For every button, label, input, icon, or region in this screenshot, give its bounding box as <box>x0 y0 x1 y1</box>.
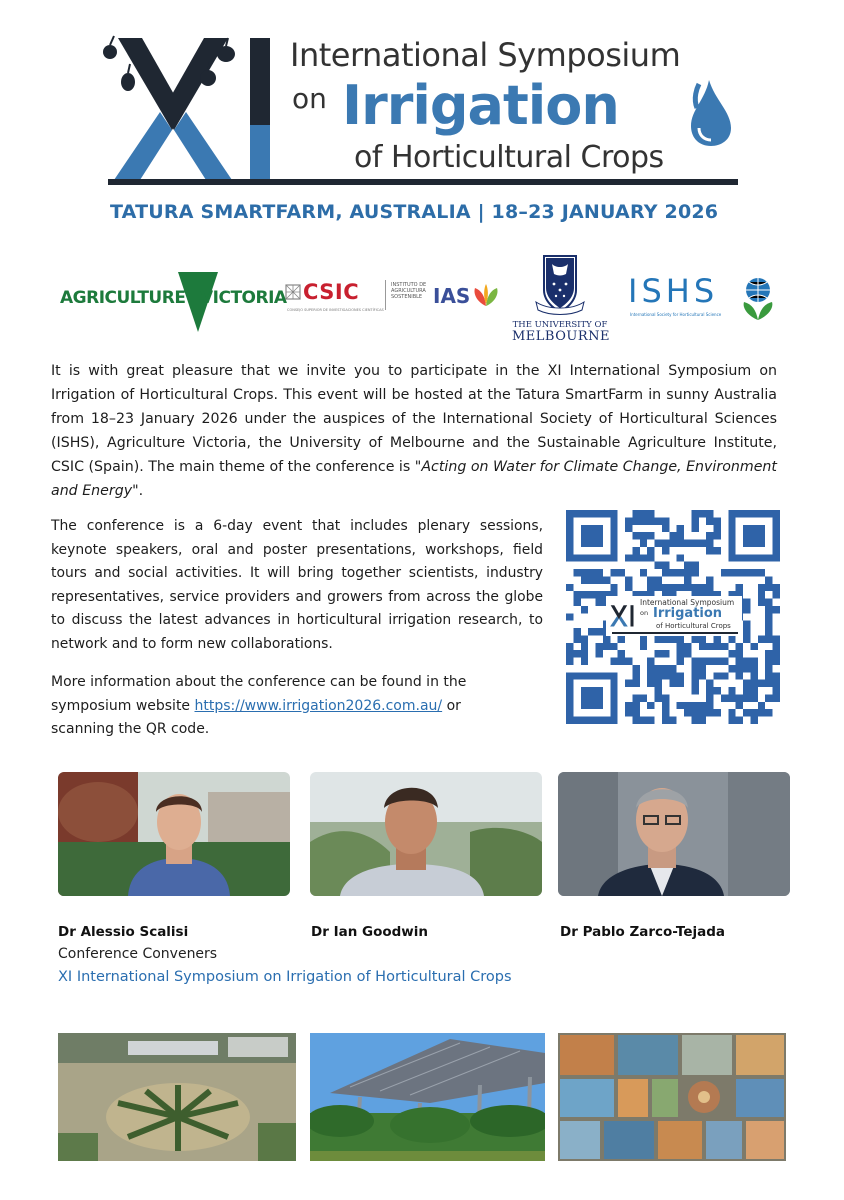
qr-logo-irrigation: Irrigation <box>653 606 723 621</box>
qr-logo-line1: International Symposium <box>640 598 735 607</box>
logo-title-line1: International Symposium <box>290 36 681 74</box>
details-paragraph: The conference is a 6-day event that includes plenary sessions, keynote speakers, oral and poster presentations, workshops, field tours and social activities. It will bring together scientists, industry representatives, service providers and growers from across the globe to discuss the latest advances in horticultural irrigation research, to network and to form new collaborations. <box>51 518 543 652</box>
more-info-text: More information about the conference can be found in the symposium website <box>51 674 467 714</box>
symposium-website-link[interactable]: https://www.irrigation2026.com.au/ <box>194 697 443 714</box>
xi-emblem-icon <box>100 30 300 190</box>
melbourne-line1: THE UNIVERSITY OF <box>512 320 608 330</box>
photo-satellite-thermal <box>558 1033 786 1161</box>
csic-ias-logo <box>285 278 505 318</box>
more-info-paragraph <box>51 671 521 742</box>
logo-title-line3: of Horticultural Crops <box>354 140 664 175</box>
qr-logo-on: on <box>640 609 649 617</box>
symposium-logo <box>100 30 750 190</box>
ishs-subtitle: International Society for Horticultural Science <box>630 312 722 317</box>
victoria-text: VICTORIA <box>200 288 287 308</box>
conference-theme: Acting on Water for Climate Change, Environment and Energy <box>51 459 777 499</box>
portrait-pablo-zarco-tejada <box>558 772 790 896</box>
agriculture-text: AGRICULTURE <box>60 288 186 308</box>
photo-pablo <box>558 772 790 896</box>
symposium-name: XI International Symposium on Irrigation of Horticultural Crops <box>58 969 512 985</box>
satellite-image <box>558 1033 786 1161</box>
qr-center-logo <box>606 596 742 636</box>
photo-alessio <box>58 772 290 896</box>
ishs-logo <box>628 272 788 326</box>
more-info-after: or scanning the QR code. <box>51 697 461 738</box>
portrait-alessio-scalisi <box>58 772 290 896</box>
melbourne-crest-icon <box>512 250 608 320</box>
qr-logo-rule <box>612 632 738 634</box>
ias-leaf-icon <box>471 282 501 308</box>
ias-name: IAS <box>433 284 471 308</box>
conveners-role: Conference Conveners <box>58 946 218 962</box>
convener-name-1: Dr Alessio Scalisi <box>58 924 189 940</box>
convener-name-2: Dr Ian Goodwin <box>311 924 429 940</box>
photo-ian <box>310 772 542 896</box>
logo-divider <box>108 179 738 185</box>
ias-subtitle: INSTITUTO DE AGRICULTURA SOSTENIBLE <box>391 282 427 300</box>
intro-end: ". <box>132 483 144 499</box>
agriculture-victoria-logo <box>60 268 287 334</box>
csic-subtitle: CONSEJO SUPERIOR DE INVESTIGACIONES CIENTÍFICAS <box>287 308 384 312</box>
convener-name-3: Dr Pablo Zarco-Tejada <box>560 924 726 940</box>
globe-leaf-icon <box>738 276 778 322</box>
photo-solar-orchard <box>310 1033 545 1161</box>
intro-text: It is with great pleasure that we invite you to participate in the XI International Symposium on Irrigation of Horticultural Crops. This event will be hosted at the Tatura SmartFarm in sunny Australia from 18–23 January 2026 under the auspices of the International Society of Horticultural Sciences (ISHS), Agriculture Victoria, the University of Melbourne and the Sustainable Agriculture Institute, CSIC (Spain). The main theme of the conference is " <box>51 363 777 475</box>
melbourne-line2: MELBOURNE <box>512 329 610 344</box>
logo-separator <box>385 280 386 310</box>
csic-emblem-icon <box>285 284 301 300</box>
ishs-name: ISHS <box>628 272 719 310</box>
water-drop-icon <box>685 78 735 148</box>
csic-name: CSIC <box>303 280 360 304</box>
solar-orchard-image <box>310 1033 545 1161</box>
portrait-ian-goodwin <box>310 772 542 896</box>
aerial-farm-image <box>58 1033 296 1161</box>
qr-logo-line3: of Horticultural Crops <box>656 622 731 630</box>
logo-title-irrigation: Irrigation <box>342 74 619 137</box>
intro-paragraph <box>51 359 777 503</box>
qr-code[interactable] <box>566 510 780 724</box>
logo-title-on: on <box>292 82 327 115</box>
qr-xi-icon <box>608 598 638 634</box>
venue-dates: TATURA SMARTFARM, AUSTRALIA | 18–23 JANUARY 2026 <box>110 201 719 223</box>
university-of-melbourne-logo <box>512 250 608 346</box>
photo-aerial-smartfarm <box>58 1033 296 1161</box>
